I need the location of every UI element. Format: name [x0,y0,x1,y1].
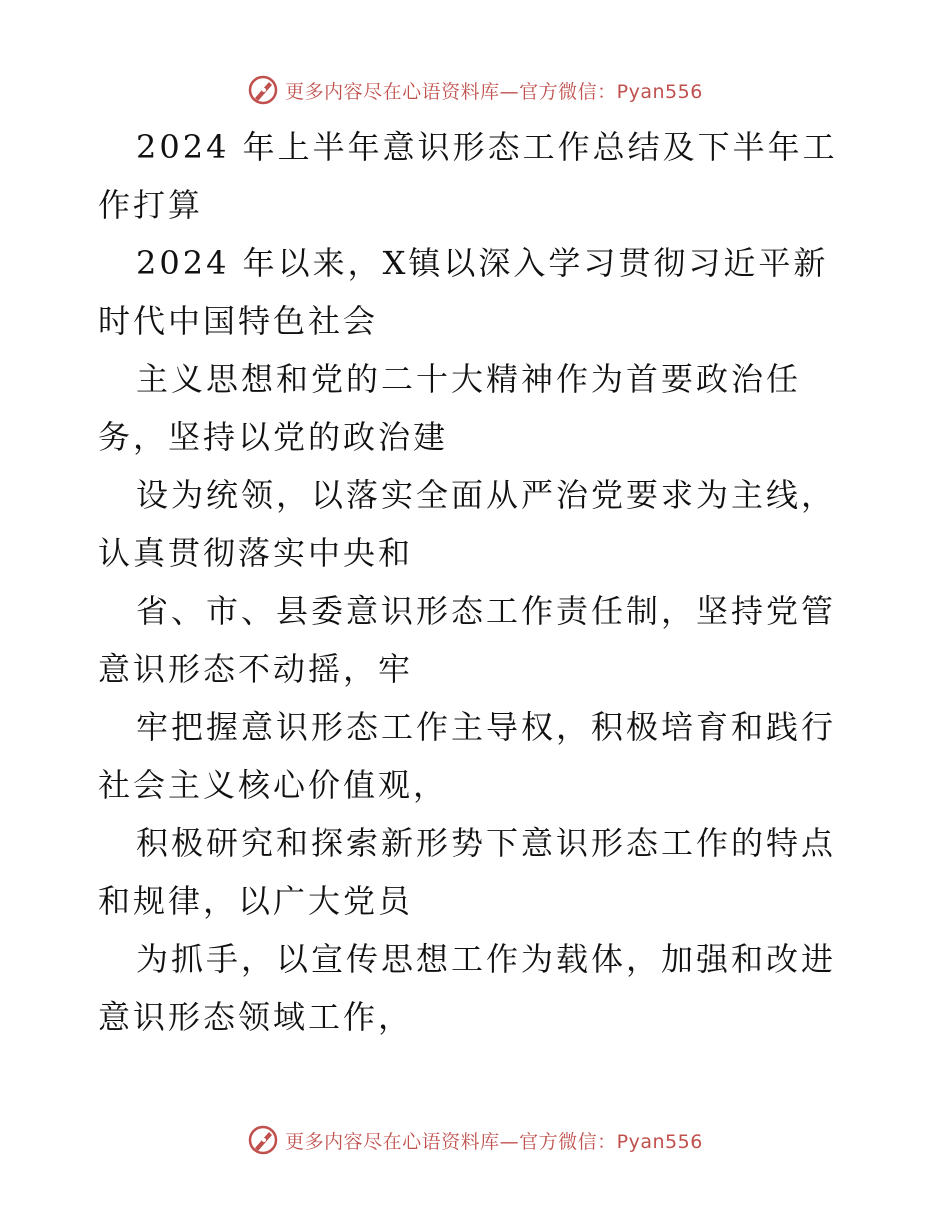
footer-watermark [0,1120,950,1160]
paragraph-line: 为抓手，以宣传思想工作为载体，加强和改进意识形态领域工作， [98,940,837,1036]
pen-logo-icon [247,74,279,106]
paragraph-line: 积极研究和探索新形势下意识形态工作的特点和规律，以广大党员 [98,824,837,920]
header-banner-text: 更多内容尽在心语资料库—官方微信：Pyan556 [285,80,703,103]
document-title: 2024 年上半年意识形态工作总结及下半年工作打算 [98,128,838,224]
pen-logo-icon [247,1124,279,1156]
paragraph-line: 省、市、县委意识形态工作责任制，坚持党管意识形态不动摇，牢 [98,592,837,688]
paragraph-line: 牢把握意识形态工作主导权，积极培育和践行社会主义核心价值观， [98,708,837,804]
header-watermark [0,70,950,110]
paragraph-line: 主义思想和党的二十大精神作为首要政治任务，坚持以党的政治建 [98,360,802,456]
paragraph-line: 设为统领，以落实全面从严治党要求为主线，认真贯彻落实中央和 [98,476,837,572]
footer-banner-text: 更多内容尽在心语资料库—官方微信：Pyan556 [285,1130,703,1153]
document-body [98,118,858,1046]
paragraph-line: 2024 年以来，X镇以深入学习贯彻习近平新时代中国特色社会 [98,244,829,340]
